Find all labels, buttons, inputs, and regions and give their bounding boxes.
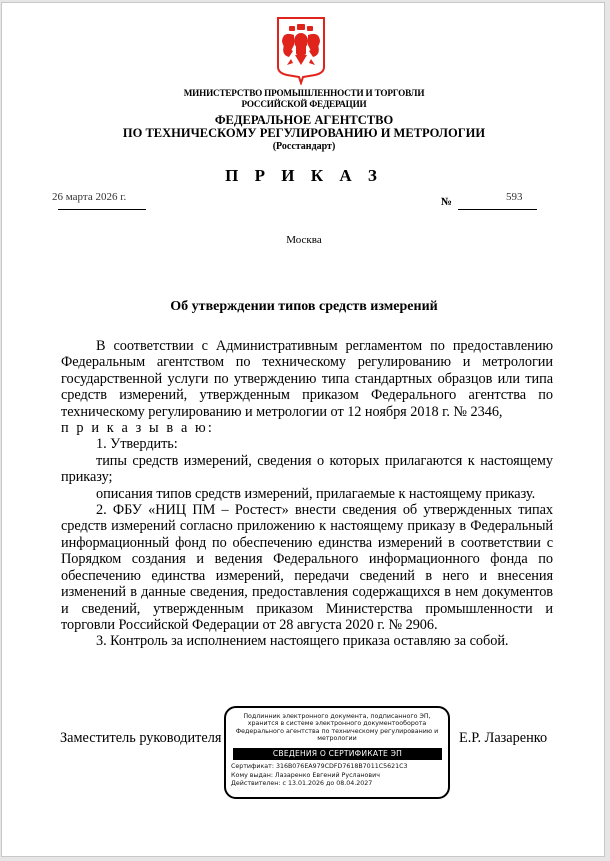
order-date: 26 марта 2026 г. <box>52 191 127 203</box>
agency-name: ФЕДЕРАЛЬНОЕ АГЕНТСТВО ПО ТЕХНИЧЕСКОМУ РЕГУЛИРОВАНИЮ И МЕТРОЛОГИИ (Росстандарт) <box>2 114 606 153</box>
number-underline <box>458 209 537 210</box>
issued-to: Кому выдан: Лазаренко Евгений Русланович <box>231 771 380 779</box>
ministry-name: МИНИСТЕРСТВО ПРОМЫШЛЕННОСТИ И ТОРГОВЛИ РОССИЙСКОЙ ФЕДЕРАЦИИ <box>183 88 425 109</box>
order-number: 593 <box>506 191 523 203</box>
item-3: 3. Контроль за исполнением настоящего приказа оставляю за собой. <box>96 633 509 650</box>
stamp-header: Подлинник электронного документа, подписанного ЭП, хранится в системе электронного документооборота Федерального агентства по техническому регулированию и метрологии <box>235 713 439 742</box>
document-body <box>61 338 553 650</box>
agency-short-name: (Росстандарт) <box>272 141 336 152</box>
coat-of-arms-icon <box>275 15 327 85</box>
intro-paragraph: В соответствии с Административным регламентом по предоставлению Федеральным агентством по техническому регулированию и метрологии государственной услуги по утверждению типа стандартных образцов или типа средств измерений, утвержденным приказом Федерального агентства по техническому регулированию и метрологии от 12 ноября 2018 г. № 2346, <box>61 338 553 420</box>
city: Москва <box>286 234 322 246</box>
certificate-id: Сертификат: 316B076EA979CDFD7618B7011C5621C3 <box>231 763 408 770</box>
validity-period: Действителен: с 13.01.2026 до 08.04.2027 <box>231 780 373 788</box>
electronic-signature-stamp <box>224 706 450 799</box>
stamp-title-bar: СВЕДЕНИЯ О СЕРТИФИКАТЕ ЭП <box>233 748 442 760</box>
item-1-b: описания типов средств измерений, прилагаемые к настоящему приказу. <box>96 485 536 502</box>
item-2: 2. ФБУ «НИЦ ПМ – Ростест» внести сведения об утвержденных типах средств измерений согласно приложению к настоящему приказу в Федеральный информационный фонд по обеспечению единства измерений в соответствии с Порядком создания и ведения Федерального информационного фонда по обеспечению единства измерений, передачи сведений в него и внесения изменений в данные сведения, предоставления содержащихся в нем документов и сведений, утвержденным приказом Министерства промышленности и торговли Российской Федерации от 28 августа 2020 г. № 2906. <box>61 502 553 633</box>
stamp-details <box>231 763 408 789</box>
document-page <box>1 2 605 857</box>
item-1-a: типы средств измерений, сведения о которых прилагаются к настоящему приказу; <box>61 452 553 486</box>
signer-name: Е.Р. Лазаренко <box>459 730 548 746</box>
document-type: П Р И К А З <box>225 166 383 185</box>
order-word: п р и к а з ы в а ю: <box>61 420 214 437</box>
item-1: 1. Утвердить: <box>96 436 178 453</box>
document-title: Об утверждении типов средств измерений <box>170 299 438 314</box>
date-underline <box>58 209 146 210</box>
signer-position: Заместитель руководителя <box>60 730 222 746</box>
number-label: № <box>441 196 453 208</box>
